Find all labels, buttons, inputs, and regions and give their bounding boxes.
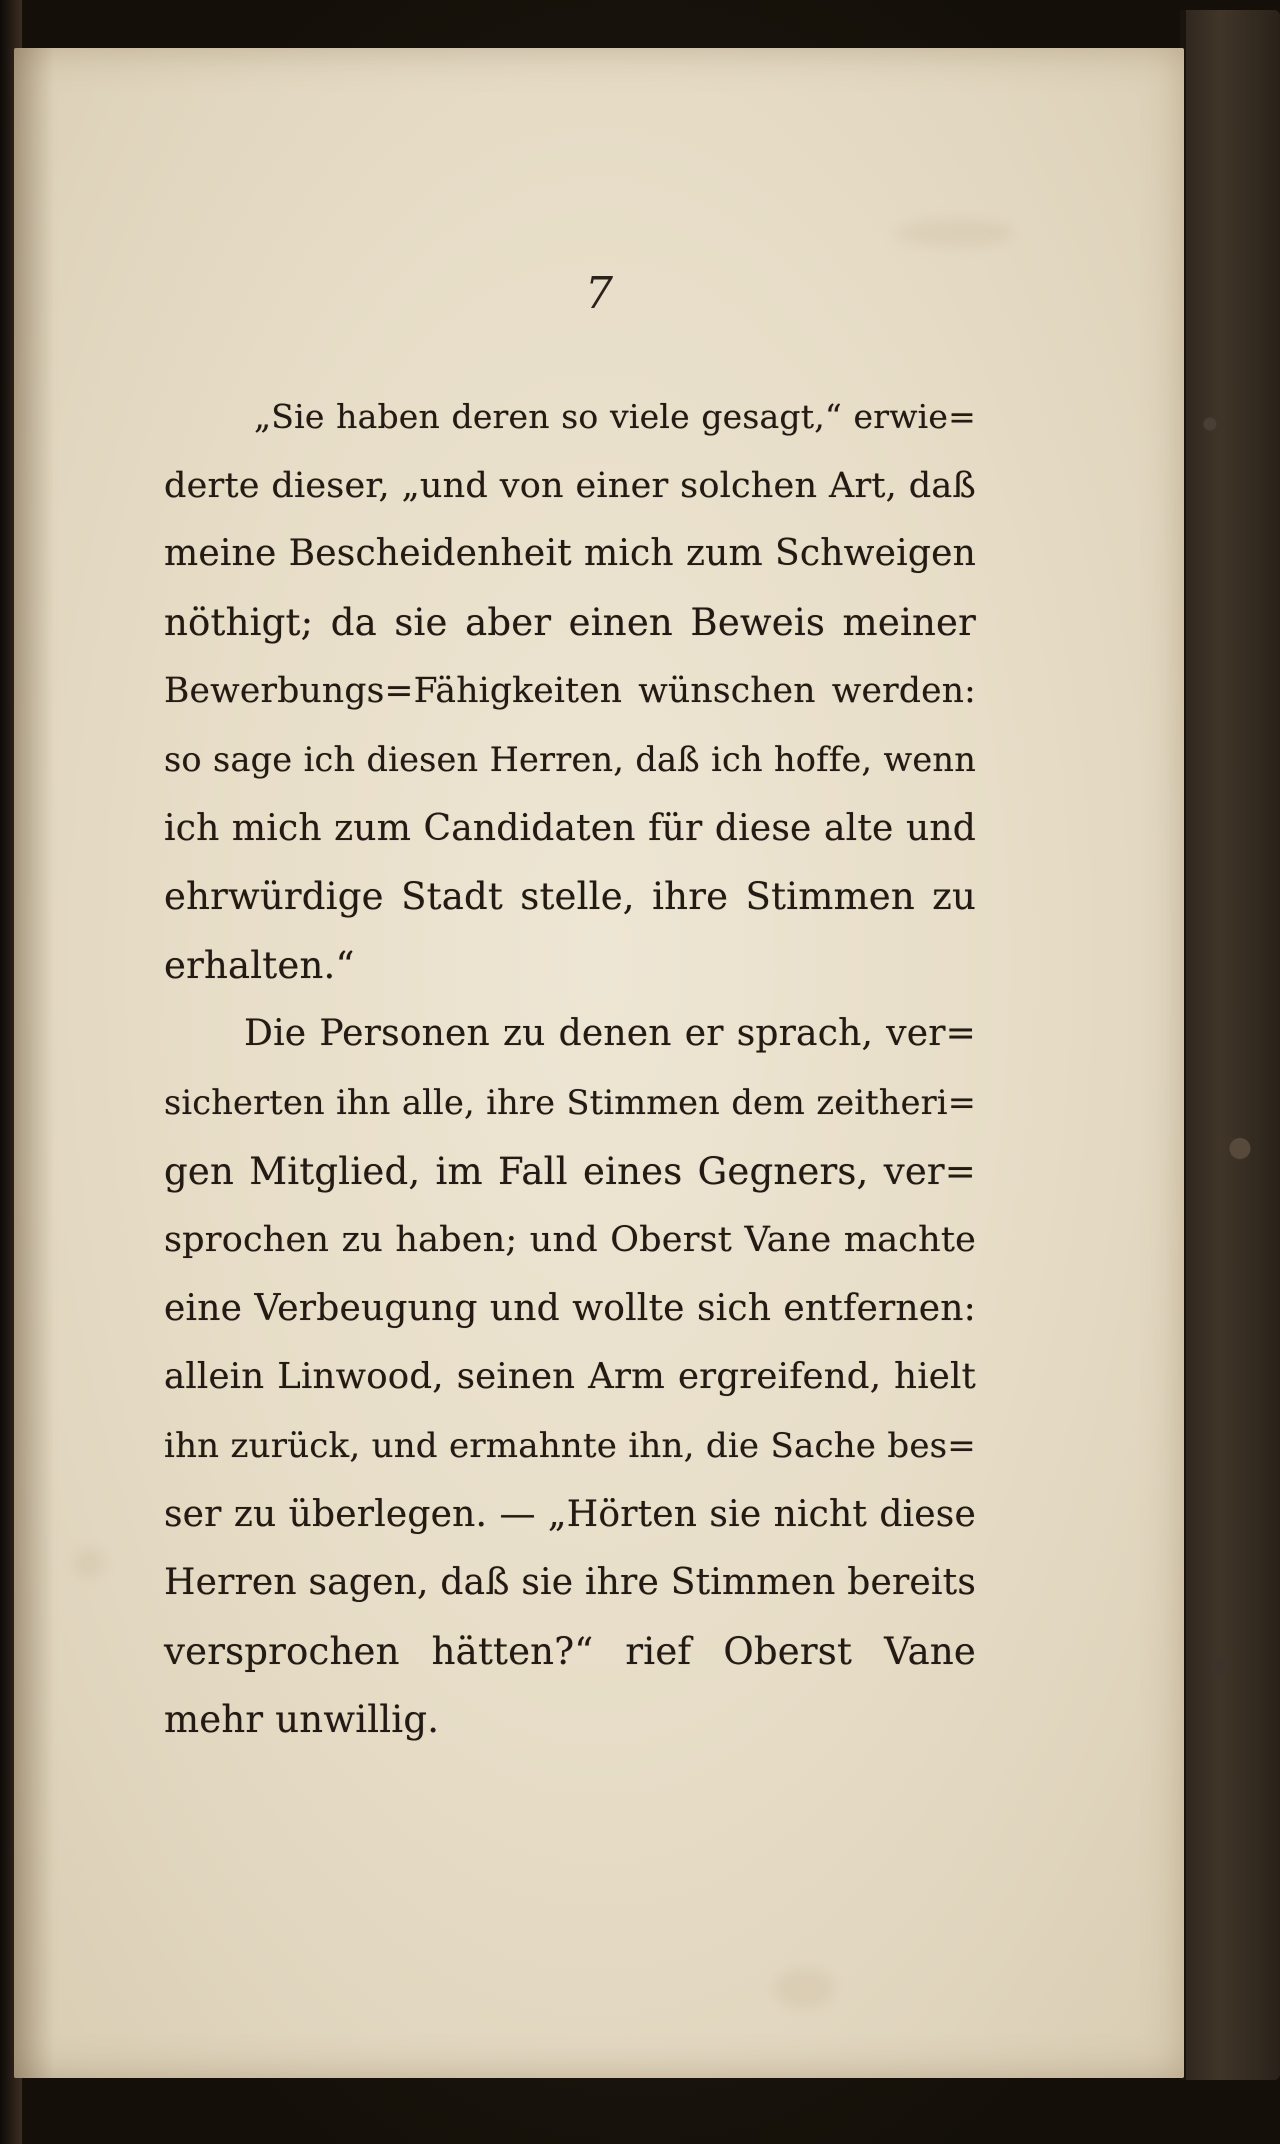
text-line: allein Linwood, seinen Arm ergreifend, hielt xyxy=(164,1356,976,1398)
text-line: Die Personen zu denen er sprach, ver= xyxy=(244,1013,976,1055)
text-line: ihn zurück, und ermahnte ihn, die Sache bes= xyxy=(164,1425,976,1466)
paper-stain xyxy=(894,218,1014,248)
text-line: versprochen hätten?“ rief Oberst Vane xyxy=(164,1629,976,1673)
paragraph-1 xyxy=(164,383,976,1000)
text-line: so sage ich diesen Herren, daß ich hoffe, wenn xyxy=(164,739,976,779)
paper-stain xyxy=(774,1968,834,2008)
text-line: derte dieser, „und von einer solchen Art, daß xyxy=(164,465,976,506)
text-line: ehrwürdige Stadt stelle, ihre Stimmen zu xyxy=(164,875,976,919)
text-line: ser zu überlegen. — „Hörten sie nicht diese xyxy=(164,1493,976,1535)
page-gutter-shadow xyxy=(14,48,54,2078)
text-line: Herren sagen, daß sie ihre Stimmen bereits xyxy=(164,1562,976,1604)
book-page xyxy=(14,48,1184,2078)
text-line: erhalten.“ xyxy=(164,943,355,987)
text-line: sicherten ihn alle, ihre Stimmen dem zeitheri= xyxy=(164,1082,976,1122)
page-number: 7 xyxy=(585,268,613,319)
paragraph-2 xyxy=(164,1000,976,1755)
text-line: mehr unwillig. xyxy=(164,1698,440,1742)
paper-stain xyxy=(74,1548,104,1578)
text-line: gen Mitglied, im Fall eines Gegners, ver= xyxy=(164,1149,976,1193)
book-cover-right-board xyxy=(1180,10,1280,2080)
text-line: „Sie haben deren so viele gesagt,“ erwie= xyxy=(254,397,976,436)
text-line: meine Bescheidenheit mich zum Schweigen xyxy=(164,533,976,575)
text-line: ich mich zum Candidaten für diese alte und xyxy=(164,807,976,849)
text-line: nöthigt; da sie aber einen Beweis meiner xyxy=(164,600,976,644)
body-text xyxy=(164,383,976,1755)
text-line: eine Verbeugung und wollte sich entfernen: xyxy=(164,1287,976,1329)
text-line: sprochen zu haben; und Oberst Vane machte xyxy=(164,1220,976,1261)
text-line: Bewerbungs=Fähigkeiten wünschen werden: xyxy=(164,671,976,712)
